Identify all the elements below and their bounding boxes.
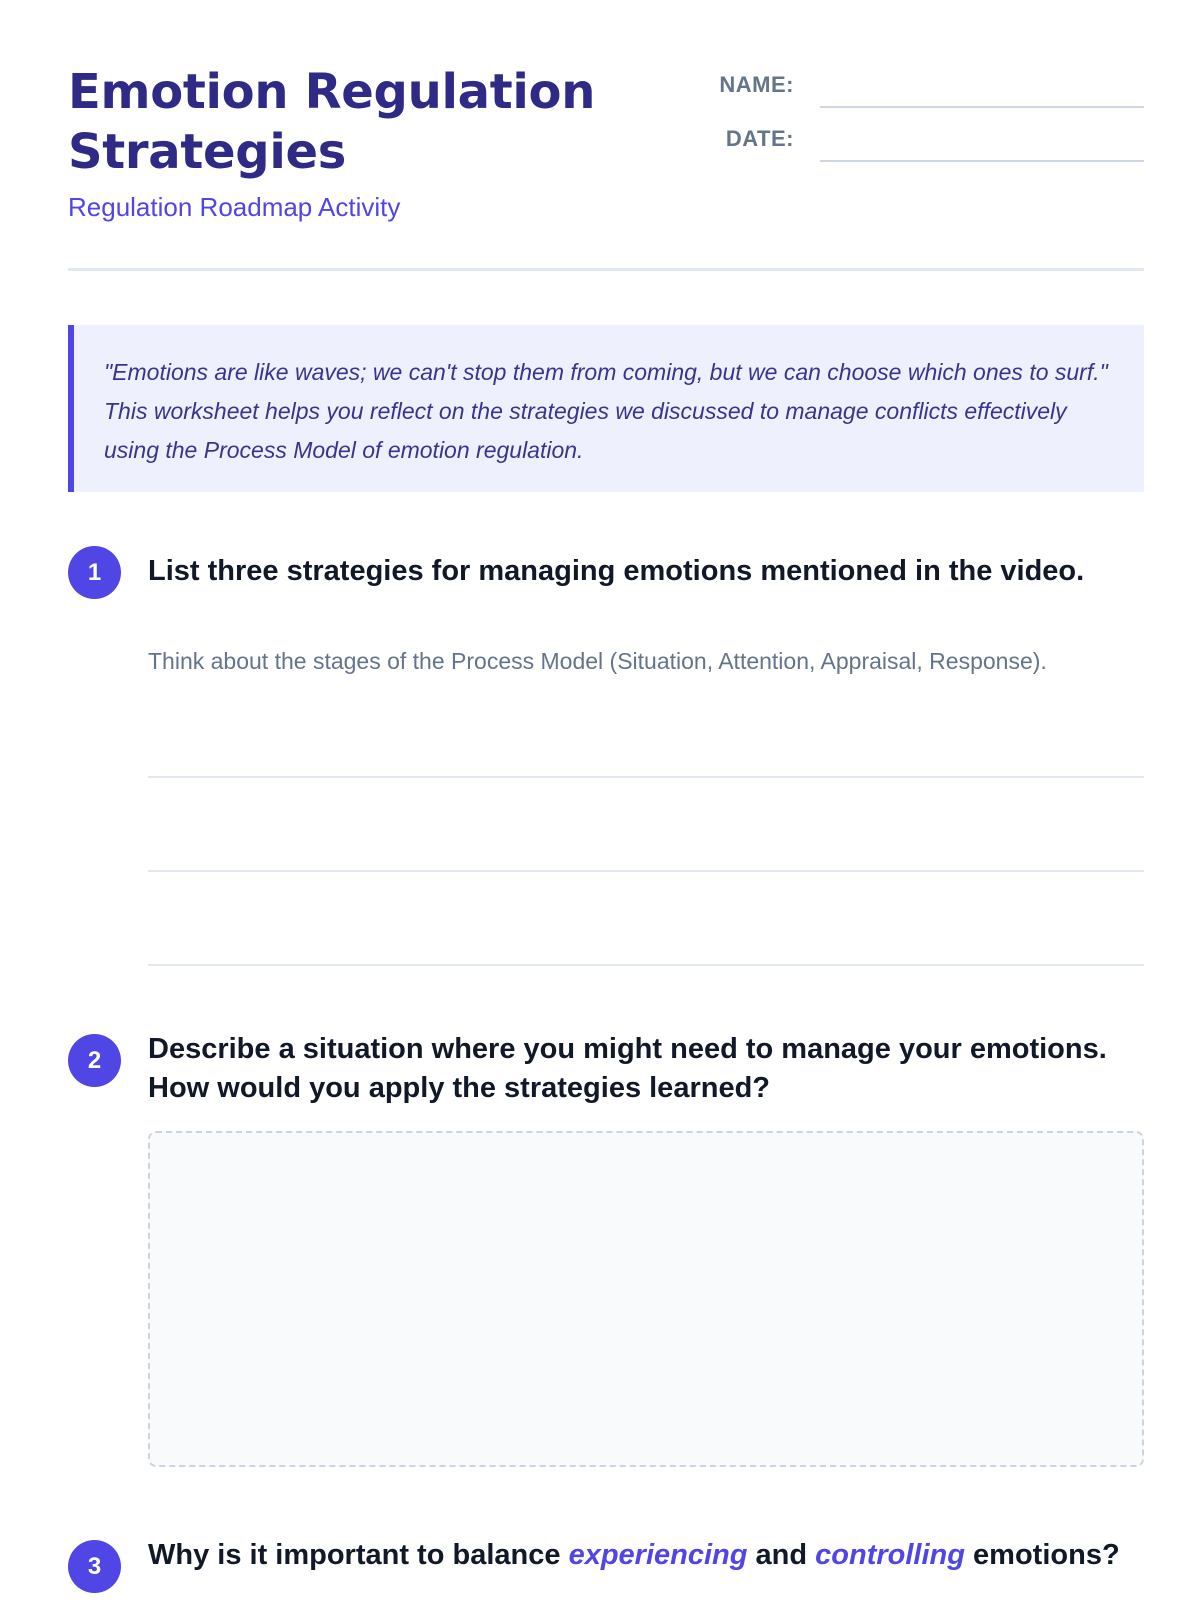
name-label: NAME:	[719, 72, 794, 97]
question-2-answer-box[interactable]	[148, 1131, 1144, 1467]
question-3-number-badge: 3	[68, 1540, 121, 1593]
question-3-text-after: emotions?	[973, 1539, 1120, 1571]
question-3-text-before: Why is it important to balance	[148, 1539, 561, 1571]
question-1-answer-line-2[interactable]	[148, 870, 1144, 872]
intro-quote: "Emotions are like waves; we can't stop them from coming, but we can choose which ones to surf." This worksheet helps you reflect on the strategies we discussed to manage conflicts effectively using the Process Model of emotion regulation.	[68, 325, 1144, 492]
page-title: Emotion Regulation Strategies	[68, 64, 596, 180]
question-3-text-middle: and	[755, 1539, 808, 1571]
question-1-answer-line-3[interactable]	[148, 964, 1144, 966]
question-3-text	[148, 1536, 1144, 1575]
name-field[interactable]	[820, 106, 1144, 108]
date-label: DATE:	[725, 126, 794, 151]
date-field[interactable]	[820, 160, 1144, 162]
question-1-hint: Think about the stages of the Process Model (Situation, Attention, Appraisal, Response).	[148, 648, 1047, 674]
header-divider	[68, 268, 1144, 271]
question-1-answer-line-1[interactable]	[148, 776, 1144, 778]
question-1-number-badge: 1	[68, 546, 121, 599]
question-1-text: List three strategies for managing emotions mentioned in the video.	[148, 555, 1085, 587]
page-subtitle: Regulation Roadmap Activity	[68, 192, 401, 222]
question-2-number-badge: 2	[68, 1034, 121, 1087]
question-2-text: Describe a situation where you might need to manage your emotions. How would you apply the strategies learned?	[148, 1033, 1107, 1104]
question-3-highlight-experiencing: experiencing	[568, 1539, 748, 1571]
date-field-row	[700, 120, 1144, 164]
name-field-row	[700, 66, 1144, 110]
question-3-highlight-controlling: controlling	[815, 1539, 965, 1571]
